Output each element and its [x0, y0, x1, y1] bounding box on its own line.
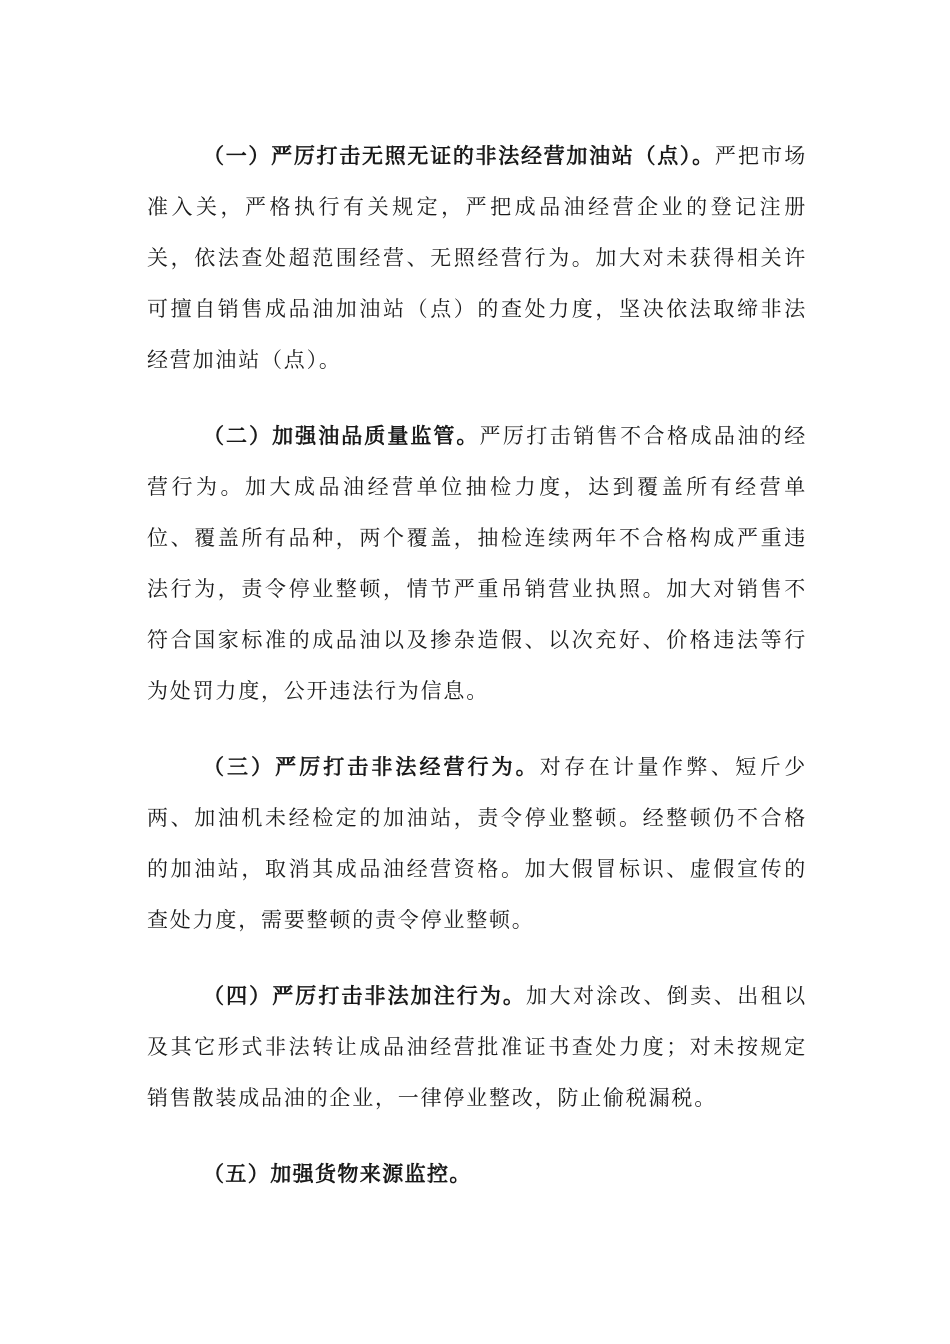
paragraph-5: [147, 1149, 807, 1200]
paragraph-2: [147, 411, 807, 717]
paragraph-3: [147, 742, 807, 946]
paragraph-4-heading: （四）严厉打击非法加注行为。: [203, 984, 526, 1008]
paragraph-5-heading: （五）加强货物来源监控。: [203, 1162, 472, 1186]
paragraph-2-heading: （二）加强油品质量监管。: [203, 424, 480, 448]
paragraph-4: [147, 971, 807, 1124]
paragraph-1-body: 严把市场准入关，严格执行有关规定，严把成品油经营企业的登记注册关，依法查处超范围经营、无照经营行为。加大对未获得相关许可擅自销售成品油加油站（点）的查处力度，坚决依法取缔非法经营加油站（点）。: [147, 144, 807, 372]
paragraph-1: [147, 131, 807, 386]
paragraph-4-body: 加大对涂改、倒卖、出租以及其它形式非法转让成品油经营批准证书查处力度；对未按规定销售散装成品油的企业，一律停业整改，防止偷税漏税。: [147, 984, 807, 1110]
document-body: [147, 131, 807, 1225]
paragraph-1-heading: （一）严厉打击无照无证的非法经营加油站（点）。: [203, 144, 715, 168]
paragraph-2-body: 严厉打击销售不合格成品油的经营行为。加大成品油经营单位抽检力度，达到覆盖所有经营单位、覆盖所有品种，两个覆盖，抽检连续两年不合格构成严重违法行为，责令停业整顿，情节严重吊销营业执照。加大对销售不符合国家标准的成品油以及掺杂造假、以次充好、价格违法等行为处罚力度，公开违法行为信息。: [147, 424, 807, 703]
paragraph-3-body: 对存在计量作弊、短斤少两、加油机未经检定的加油站，责令停业整顿。经整顿仍不合格的加油站，取消其成品油经营资格。加大假冒标识、虚假宣传的查处力度，需要整顿的责令停业整顿。: [147, 755, 807, 932]
paragraph-3-heading: （三）严厉打击非法经营行为。: [203, 755, 540, 779]
